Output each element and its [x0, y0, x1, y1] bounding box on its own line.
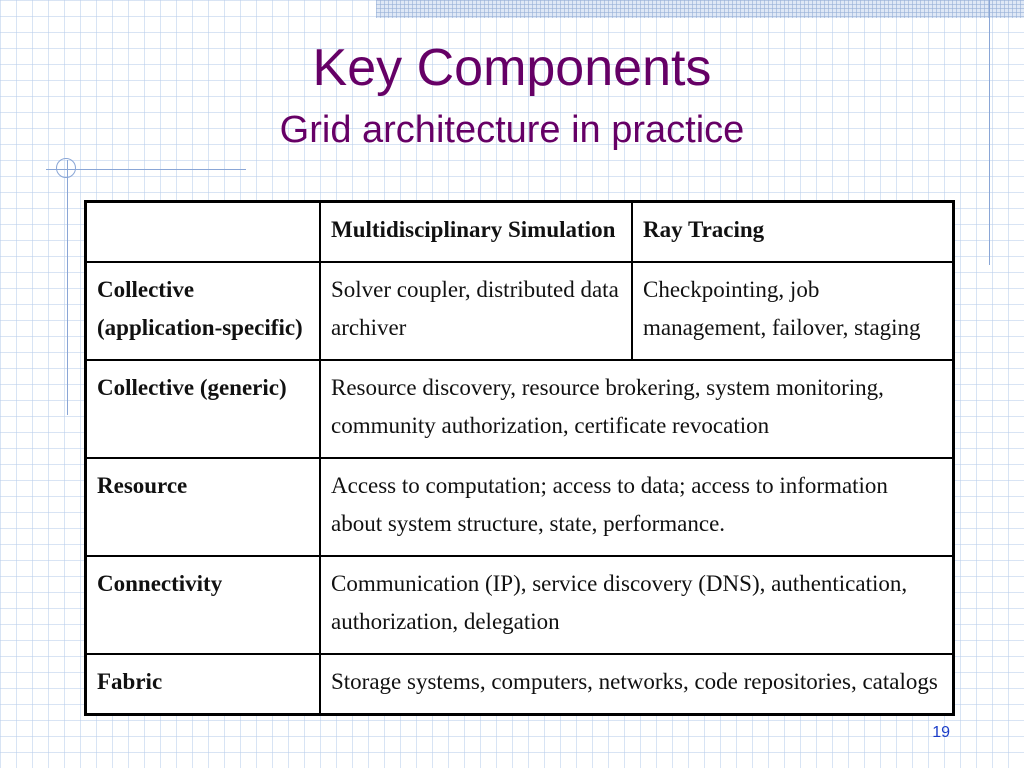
slide-title: Key Components [312, 39, 712, 97]
table-row [86, 262, 954, 360]
page-number: 19 [932, 724, 950, 741]
layer-cell: Fabric [86, 654, 321, 714]
shared-cell: Communication (IP), service discovery (DNS), authentication, authorization, delegation [320, 556, 954, 654]
ring-ornament-icon [56, 158, 76, 178]
table-row [86, 360, 954, 458]
header-cell-empty [86, 202, 321, 262]
slide-subtitle: Grid architecture in practice [279, 109, 745, 151]
simulation-cell: Solver coupler, distributed data archiver [320, 262, 632, 360]
layer-cell: Collective (generic) [86, 360, 321, 458]
layer-cell: Resource [86, 458, 321, 556]
table-row [86, 556, 954, 654]
horizontal-decorative-rule [46, 169, 246, 170]
table-row [86, 458, 954, 556]
table-row [86, 654, 954, 714]
left-decorative-rule [67, 160, 68, 415]
layer-cell: Connectivity [86, 556, 321, 654]
header-cell-ray-tracing: Ray Tracing [632, 202, 954, 262]
top-decorative-band [376, 0, 1024, 18]
shared-cell: Resource discovery, resource brokering, system monitoring, community authorization, certificate revocation [320, 360, 954, 458]
ray-tracing-cell: Checkpointing, job management, failover, staging [632, 262, 954, 360]
grid-architecture-table [84, 200, 955, 716]
header-cell-simulation: Multidisciplinary Simulation [320, 202, 632, 262]
layer-cell: Collective (application-specific) [86, 262, 321, 360]
shared-cell: Access to computation; access to data; access to information about system structure, state, performance. [320, 458, 954, 556]
table-header-row [86, 202, 954, 262]
shared-cell: Storage systems, computers, networks, code repositories, catalogs [320, 654, 954, 714]
